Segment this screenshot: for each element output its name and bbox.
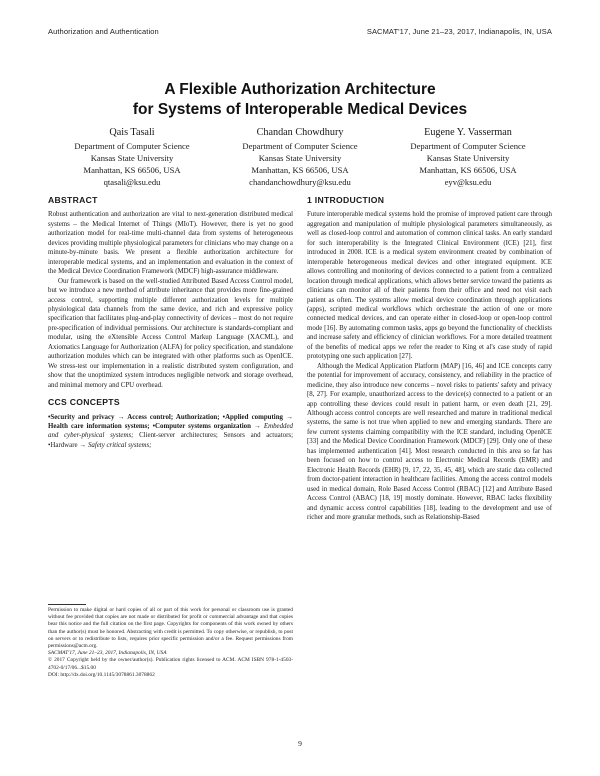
right-column: [307, 196, 552, 522]
left-column: [48, 196, 293, 450]
title-line-1: A Flexible Authorization Architecture: [164, 81, 436, 98]
footnote-venue: SACMAT'17, June 21–23, 2017, Indianapolis, IN, USA: [48, 650, 167, 657]
author-univ: Kansas State University: [258, 153, 342, 163]
author-dept: Department of Computer Science: [242, 141, 358, 151]
author-name: Eugene Y. Vasserman: [424, 127, 512, 138]
footnote-doi[interactable]: DOI: http://dx.doi.org/10.1145/3078861.3078862: [48, 671, 155, 678]
author-email[interactable]: eyv@ksu.edu: [444, 177, 492, 187]
title-line-2: for Systems of Interoperable Medical Devices: [132, 101, 468, 118]
author-2: [216, 126, 384, 188]
intro-paragraph-2: Although the Medical Application Platform (MAP) [16, 46] and ICE concepts carry the potential for improvement of accuracy, consistency, and reliability in the practice of medicine, they also introduce new concerns – novel risks to patients' safety and privacy [8, 27]. For example, unauthorized access to the device(s) connected to a patient or an app controlling these devices could result in patient harm, or even death [21, 29]. Although access control concepts are well researched and mature in traditional medical systems, the same is not true when applied to new and emerging standards. There are few current systems claiming compatibility with the ICE standard, including OpenICE [33] and the Medical Device Coordination Framework (MDCF) [29]. Only one of these has implemented authentication [41]. Most research conducted in this area so far has been focused on how to control access to Electronic Medical Records (EMR) and Electronic Health Records (EHR) [9, 17, 22, 35, 45, 48], which are static data collected from doctor-patient interaction in healthcare facilities. Among the access control models used in medical domain, Role Based Access Control (RBAC) [12] and Attribute Based Access Control (ABAC) [18, 19] mostly dominate. However, RBAC lacks flexibility and dynamic access control capabilities [18], leading to the development and use of richer and more granular methods, such as Relationship-Based: [307, 362, 552, 521]
permission-footnote: [48, 607, 293, 679]
footnote-text: Permission to make digital or hard copies of all or part of this work for personal or classroom use is granted without fee provided that copies are not made or distributed for profit or commercial advantage and that copies bear this notice and the full citation on the first page. Copyrights for components of this work owned by others than the author(s) must be honored. Abstracting with credit is permitted. To copy otherwise, or republish, to post on servers or to redistribute to lists, requires prior specific permission and/or a fee. Request permissions from permissions@acm.org.: [48, 607, 293, 650]
ccs-heading: CCS CONCEPTS: [48, 397, 120, 408]
running-header-right: SACMAT'17, June 21–23, 2017, Indianapolis, IN, USA: [366, 27, 552, 36]
running-header-left: Authorization and Authentication: [48, 27, 159, 36]
author-addr: Manhattan, KS 66506, USA: [419, 165, 517, 175]
page-number: 9: [298, 739, 302, 748]
author-dept: Department of Computer Science: [74, 141, 190, 151]
ccs-part-2: Embedded and cyber-physical systems;: [48, 422, 293, 440]
author-univ: Kansas State University: [90, 153, 174, 163]
author-3: [384, 126, 552, 188]
footnote-copyright: © 2017 Copyright held by the owner/author(s). Publication rights licensed to ACM. ACM ISBN 978-1-4503-4702-0/17/06...$15.00: [48, 657, 293, 671]
abstract-heading: ABSTRACT: [48, 195, 98, 205]
paper-title: [0, 80, 600, 120]
author-addr: Manhattan, KS 66506, USA: [83, 165, 181, 175]
author-1: [48, 126, 216, 188]
footnote-rule: [48, 604, 86, 605]
ccs-concepts: [48, 413, 293, 451]
author-addr: Manhattan, KS 66506, USA: [251, 165, 349, 175]
abstract-paragraph-1: Robust authentication and authorization are vital to next-generation distributed medical systems – the Medical Internet of Things (MIoT). However, there is yet no good authorization model for real-time multi-channel data from systems of heterogeneous devices providing multiple physiological parameters for clinicians who may change on a minute-by-minute basis. We present a flexible authorization architecture for interoperable medical systems, and an implementation and evaluation in the context of the Medical Device Coordination Framework (MDCF) high-assurance middleware.: [48, 211, 293, 276]
ccs-part-1: •Security and privacy → Access control; Authorization; •Applied computing → Health care information systems; •Computer systems organization →: [48, 413, 293, 430]
introduction-heading: 1 INTRODUCTION: [307, 195, 385, 205]
intro-paragraph-1: Future interoperable medical systems hold the promise of improved patient care through aggregation and manipulation of multiple physiological parameters simultaneously, as well as closed-loop control and automation of common clinical tasks. An early standard for such interoperability is the Integrated Clinical Environment (ICE) [21], first introduced in 2008. ICE is a medical system environment created by combination of interoperable heterogeneous medical devices and other integrated equipment. ICE allows controlling and monitoring of devices connected to a patient from a centralized location through medical applications, which allows better service toward the patients as clinicians can monitor all of their patients from their office and need not visit each patient as often. The systems allow medical device coordination through applications (apps), scripted medical workflows which orchestrate the action of one or more connected medical devices, and can operate either in closed-loop or open-loop control mode [16]. By automating common tasks, apps go beyond the functionality of checklists and increase safety and efficiency of clinician workflows. For a more detailed treatment of the benefits of medical apps we refer the reader to King et al's case study of rapid prototyping one such application [27].: [307, 211, 552, 361]
author-email[interactable]: chandanchowdhury@ksu.edu: [249, 177, 351, 187]
abstract-paragraph-2: Our framework is based on the well-studied Attributed Based Access Control model, but we introduce a new method of attribute inheritance that provides more fine-grained access control, supporting multiple different authorization levels for multiple physiological data channels from the same device, and rich and expressive policy specification that facilitates plug-and-play connectivity of devices – most do not require pre-specification of individual permissions. Our architecture is standards-compliant and modular, using the eXtensible Access Control Markup Language (XACML), and Axiomatics Language for Authorization (ALFA) for policy specification, and standalone authorization modules which can be integrated with other platforms such as OpenICE. We stress-test our implementation in a realistic distributed system configuration, and show that the unoptimized system introduces negligible network and storage overhead, and minimal memory and CPU overhead.: [48, 277, 293, 389]
author-email[interactable]: qtasali@ksu.edu: [103, 177, 161, 187]
ccs-part-4: Safety critical systems;: [87, 441, 152, 449]
author-name: Chandan Chowdhury: [256, 127, 344, 138]
author-dept: Department of Computer Science: [410, 141, 526, 151]
ccs-part-3: Client-server architectures; Sensors and actuators; •Hardware →: [48, 432, 293, 449]
author-name: Qais Tasali: [109, 127, 155, 138]
author-block: [48, 126, 552, 188]
author-univ: Kansas State University: [426, 153, 510, 163]
